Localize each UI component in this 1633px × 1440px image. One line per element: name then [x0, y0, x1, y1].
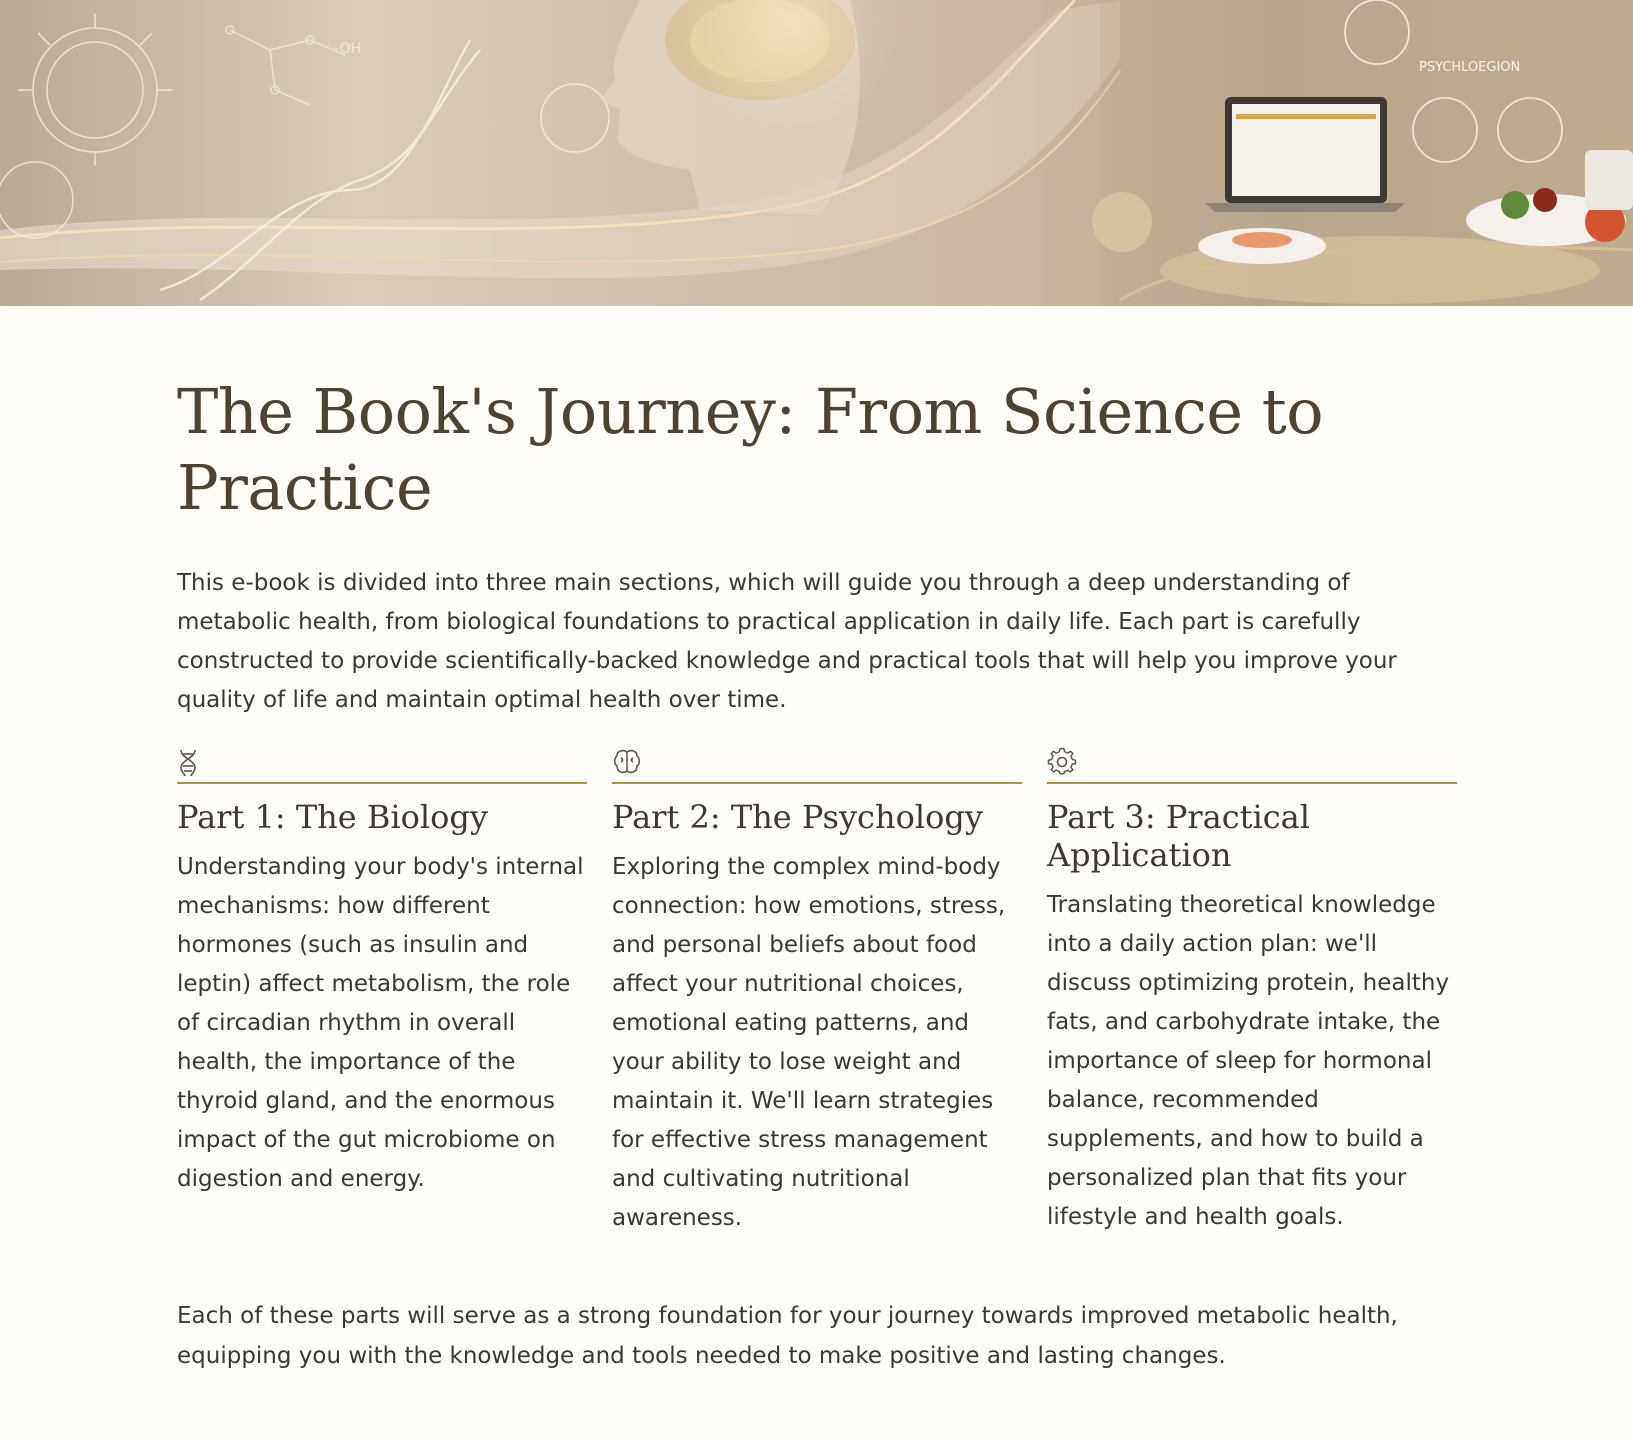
gear-icon — [1047, 746, 1077, 778]
part-2-title: Part 2: The Psychology — [612, 798, 983, 836]
svg-text:-OH: -OH — [334, 41, 361, 57]
part-1-divider — [177, 782, 587, 784]
intro-paragraph: This e-book is divided into three main sections, which will guide you through a deep understanding of metabolic health, from biological foundations to practical application in daily life. Each part is carefully constructed to provide scientifically-backed knowledge and practical tools that will help you improve your quality of life and maintain optimal health over time. — [177, 570, 1397, 713]
parts-grid — [177, 746, 1457, 1246]
hero-illustration — [0, 0, 1633, 306]
part-3-title: Part 3: Practical Application — [1047, 798, 1310, 874]
brain-icon — [612, 746, 642, 778]
part-3-divider — [1047, 782, 1457, 784]
hero-banner — [0, 0, 1633, 306]
dna-icon — [177, 746, 199, 778]
part-1-body: Understanding your body's internal mechanisms: how different hormones (such as insulin and leptin) affect metabolism, the role of circadian rhythm in overall health, the importance of the thyroid gland, and the enormous impact of the gut microbiome on digestion and energy. — [177, 854, 584, 1192]
page-title: The Book's Journey: From Science to Practice — [177, 375, 1324, 524]
part-3-card — [1047, 746, 1457, 1237]
part-2-card — [612, 746, 1022, 1238]
part-1-card — [177, 746, 587, 1199]
part-3-body: Translating theoretical knowledge into a daily action plan: we'll discuss optimizing protein, healthy fats, and carbohydrate intake, the importance of sleep for hormonal balance, recommended supplements, and how to build a personalized plan that fits your lifestyle and health goals. — [1047, 892, 1450, 1230]
part-2-divider — [612, 782, 1022, 784]
hero-sign-text: PSYCHLOEGION — [1419, 60, 1521, 75]
closing-paragraph: Each of these parts will serve as a strong foundation for your journey towards improved metabolic health, equipping you with the knowledge and tools needed to make positive and lasting changes. — [177, 1303, 1398, 1369]
part-2-body: Exploring the complex mind-body connection: how emotions, stress, and personal beliefs about food affect your nutritional choices, emotional eating patterns, and your ability to lose weight and maintain it. We'll learn strategies for effective stress management and cultivating nutritional awareness. — [612, 854, 1006, 1231]
part-1-title: Part 1: The Biology — [177, 798, 488, 836]
